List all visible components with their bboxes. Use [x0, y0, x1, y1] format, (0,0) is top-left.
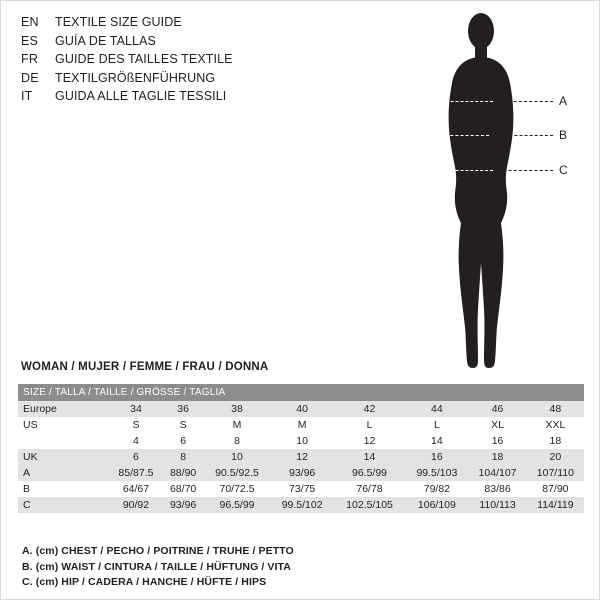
cell: 14 [405, 433, 468, 449]
table-row [18, 449, 584, 465]
cell: 107/110 [527, 465, 584, 481]
title-row [21, 89, 341, 108]
cell: 8 [203, 433, 270, 449]
cell: 12 [334, 433, 406, 449]
cell: 44 [405, 401, 468, 417]
cell: 14 [334, 449, 406, 465]
title-row [21, 34, 341, 53]
cell: 20 [527, 449, 584, 465]
table-row [18, 417, 584, 433]
table-header-label: SIZE / TALLA / TAILLE / GRÖSSE / TAGLIA [18, 384, 584, 401]
cell: 83/86 [468, 481, 526, 497]
cell: 104/107 [468, 465, 526, 481]
chest-line-inner [431, 101, 493, 102]
size-table [18, 384, 584, 513]
table-row [18, 465, 584, 481]
table-row [18, 481, 584, 497]
cell: 70/72.5 [203, 481, 270, 497]
cell: L [405, 417, 468, 433]
cell: 93/96 [163, 497, 203, 513]
table-header-row [18, 384, 584, 401]
waist-line-inner [435, 135, 489, 136]
cell: 10 [203, 449, 270, 465]
cell: XL [468, 417, 526, 433]
footnote-b: B. (cm) WAIST / CINTURA / TAILLE / HÜFTUNG / VITA [22, 560, 291, 573]
waist-line-outer [489, 135, 553, 136]
cell: 73/75 [271, 481, 334, 497]
cell: 16 [468, 433, 526, 449]
cell: 36 [163, 401, 203, 417]
language-titles [21, 15, 341, 108]
section-header-woman: WOMAN / MUJER / FEMME / FRAU / DONNA [21, 361, 269, 373]
title-row [21, 52, 341, 71]
cell: 114/119 [527, 497, 584, 513]
chest-line-outer [493, 101, 553, 102]
cell: 110/113 [468, 497, 526, 513]
cell: 90/92 [109, 497, 163, 513]
title-text: TEXTILGRÖßENFÜHRUNG [55, 70, 216, 85]
footnotes [22, 544, 522, 591]
cell: S [109, 417, 163, 433]
table-row [18, 401, 584, 417]
cell: 8 [163, 449, 203, 465]
female-body-silhouette-icon [421, 9, 541, 374]
title-text: GUIDA ALLE TAGLIE TESSILI [55, 89, 227, 103]
cell: 99.5/102 [271, 497, 334, 513]
cell: 4 [109, 433, 163, 449]
cell: 12 [271, 449, 334, 465]
title-text: GUIDE DES TAILLES TEXTILE [55, 52, 233, 66]
row-label: C [18, 497, 109, 513]
cell: XXL [527, 417, 584, 433]
hip-line-inner [431, 170, 493, 171]
cell: 85/87.5 [109, 465, 163, 481]
cell: 42 [334, 401, 406, 417]
measure-label-a: A [559, 94, 568, 108]
title-row [21, 15, 341, 34]
body-figure-area [381, 9, 596, 374]
title-text: GUÍA DE TALLAS [55, 33, 156, 48]
language-code: ES [21, 33, 39, 48]
cell: 16 [405, 449, 468, 465]
cell: 38 [203, 401, 270, 417]
row-label: Europe [18, 401, 109, 417]
language-code: EN [21, 15, 39, 29]
footnote-c: C. (cm) HIP / CADERA / HANCHE / HÜFTE / HIPS [22, 576, 267, 588]
cell: 93/96 [271, 465, 334, 481]
cell: M [271, 417, 334, 433]
cell: 34 [109, 401, 163, 417]
cell: M [203, 417, 270, 433]
cell: 79/82 [405, 481, 468, 497]
cell: 87/90 [527, 481, 584, 497]
table-row [18, 497, 584, 513]
cell: S [163, 417, 203, 433]
cell: 68/70 [163, 481, 203, 497]
row-label: US [18, 417, 109, 433]
cell: 96.5/99 [203, 497, 270, 513]
cell: 99.5/103 [405, 465, 468, 481]
footnote-a: A. (cm) CHEST / PECHO / POITRINE / TRUHE / PETTO [22, 545, 294, 557]
hip-line-outer [493, 170, 553, 171]
row-label [18, 433, 109, 449]
cell: L [334, 417, 406, 433]
measure-label-c: C [559, 163, 568, 177]
title-row [21, 71, 341, 90]
cell: 18 [527, 433, 584, 449]
table-row [18, 433, 584, 449]
cell: 90.5/92.5 [203, 465, 270, 481]
language-code: FR [21, 52, 39, 66]
cell: 106/109 [405, 497, 468, 513]
cell: 64/67 [109, 481, 163, 497]
row-label: UK [18, 449, 109, 465]
title-text: TEXTILE SIZE GUIDE [55, 15, 182, 29]
cell: 46 [468, 401, 526, 417]
cell: 10 [271, 433, 334, 449]
cell: 18 [468, 449, 526, 465]
cell: 6 [109, 449, 163, 465]
measure-label-b: B [559, 128, 568, 142]
row-label: B [18, 481, 109, 497]
cell: 6 [163, 433, 203, 449]
cell: 48 [527, 401, 584, 417]
cell: 88/90 [163, 465, 203, 481]
cell: 96.5/99 [334, 465, 406, 481]
cell: 76/78 [334, 481, 406, 497]
language-code: DE [21, 70, 39, 85]
language-code: IT [21, 89, 33, 103]
cell: 102.5/105 [334, 497, 406, 513]
row-label: A [18, 465, 109, 481]
cell: 40 [271, 401, 334, 417]
